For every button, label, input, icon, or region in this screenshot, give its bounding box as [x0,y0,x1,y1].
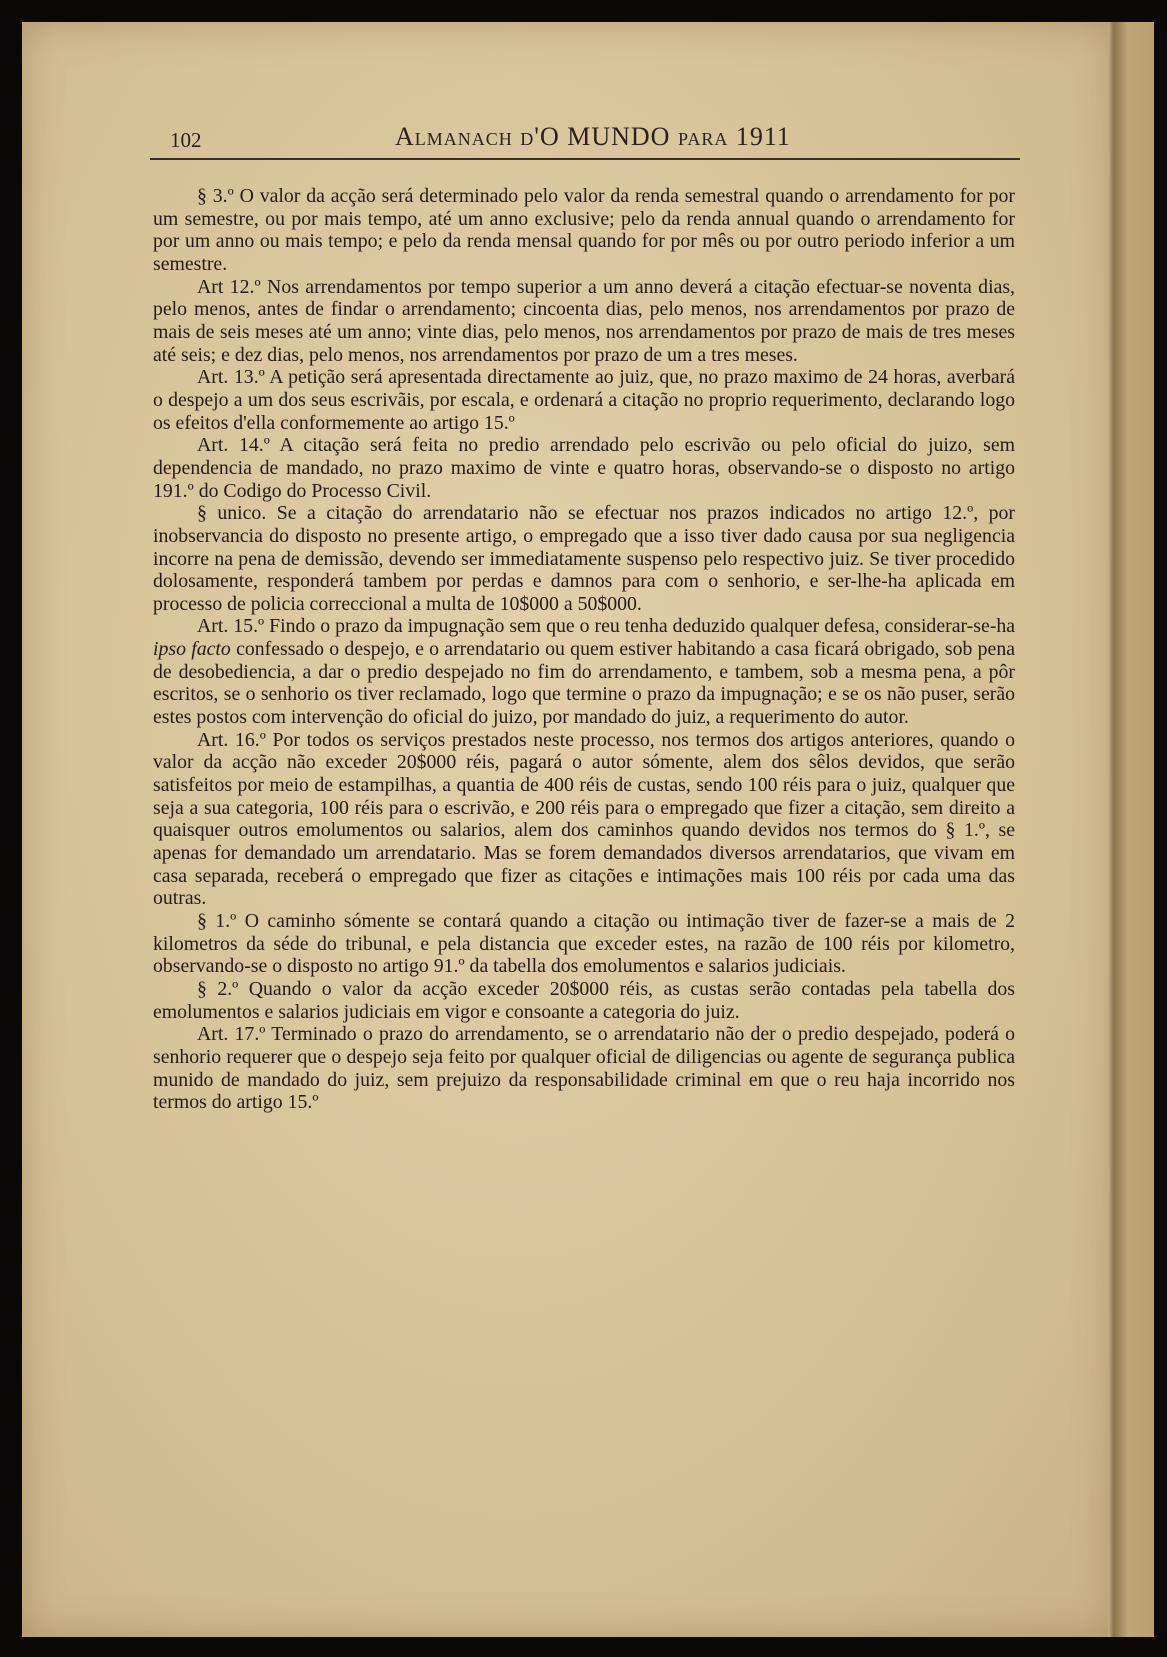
paragraph-section-3: § 3.º O valor da acção será determinado pelo valor da renda semestral quando o arrendamento for por um semestre, ou por mais tempo, até um anno exclusive; pelo da renda annual quando o arrendamento for por um anno ou mais tempo; e pelo da renda mensal quando for por mês ou por outro periodo inferior a um semestre. [153,185,1015,275]
facing-page-edge [1114,22,1154,1637]
header-rule [150,158,1020,160]
running-title: Almanach d'O MUNDO para 1911 [395,122,791,151]
paragraph-art-14: Art. 14.º A citação será feita no predio arrendado pelo escrivão ou pelo oficial do juizo, sem dependencia de mandado, no prazo maximo de vinte e quatro horas, observando-se o disposto no artigo 191.º do Codigo do Processo Civil. [153,434,1015,502]
paragraph-art-15: Art. 15.º Findo o prazo da impugnação sem que o reu tenha deduzido qualquer defesa, considerar-se-ha ipso facto confessado o despejo, e o arrendatario ou quem estiver habitando a casa ficará obrigado, sob pena de desobediencia, a dar o predio despejado no fim do arrendamento, e tambem, sob a mesma pena, a pôr escritos, se o senhorio os tiver reclamado, logo que termine o prazo da impugnação; e se os não puser, serão estes postos com intervenção do oficial do juizo, por mandado do juiz, a requerimento do autor. [153,615,1015,729]
paragraph-section-unico: § unico. Se a citação do arrendatario não se efectuar nos prazos indicados no artigo 12.º, por inobservancia do disposto no presente artigo, o empregado que a isso tiver dado causa por sua negligencia incorre na pena de demissão, devendo ser immediatamente suspenso pelo respectivo juiz. Se tiver procedido dolosamente, responderá tambem por perdas e damnos para com o senhorio, e ser-lhe-ha aplicada em processo de policia correccional a multa de 10$000 a 50$000. [153,502,1015,615]
paragraph-art-17: Art. 17.º Terminado o prazo do arrendamento, se o arrendatario não der o predio despejado, poderá o senhorio requerer que o despejo seja feito por qualquer oficial de diligencias ou agente de segurança publica munido de mandado do juiz, sem prejuizo da responsabilidade criminal em que o reu haja incorrido nos termos do artigo 15.º [153,1023,1015,1114]
paragraph-art-16: Art. 16.º Por todos os serviços prestados neste processo, nos termos dos artigos anteriores, quando o valor da acção não exceder 20$000 réis, pagará o autor sómente, alem dos sêlos devidos, que serão satisfeitos por meio de estampilhas, a quantia de 400 réis de custas, sendo 100 réis para o juiz, qualquer que seja a sua categoria, 100 réis para o escrivão, e 200 réis para o empregado que fizer a citação, sem direito a quaisquer outros emolumentos ou salarios, alem dos caminhos quando devidos nos termos do § 1.º, se apenas for demandado um arrendatario. Mas se forem demandados diversos arrendatarios, que vivam em casa separada, receberá o empregado que fizer as citações e intimações mais 100 réis por cada uma das outras. [153,728,1015,910]
paragraph-section-1: § 1.º O caminho sómente se contará quando a citação ou intimação tiver de fazer-se a mais de 2 kilometros da séde do tribunal, e pela distancia que exceder estes, na razão de 100 réis por kilometro, observando-se o disposto no artigo 91.º da tabella dos emolumentos e salarios judiciais. [153,910,1015,978]
page-number: 102 [170,128,202,152]
article-text [153,185,1015,1114]
paragraph-art-13: Art. 13.º A petição será apresentada directamente ao juiz, que, no prazo maximo de 24 horas, averbará o despejo a um dos seus escrivãis, por escala, e ordenará a citação no proprio requerimento, declarando logo os efeitos d'ella conformemente ao artigo 15.º [153,366,1015,434]
running-header [150,118,1020,158]
paragraph-art-12: Art 12.º Nos arrendamentos por tempo superior a um anno deverá a citação efectuar-se noventa dias, pelo menos, antes de findar o arrendamento; cincoenta dias, pelo menos, nos arrendamentos por prazo de mais de seis meses até um anno; vinte dias, pelo menos, nos arrendamentos por prazo de mais de tres meses até seis; e dez dias, pelo menos, nos arrendamentos por prazo de um a tres meses. [153,275,1015,366]
paragraph-section-2: § 2.º Quando o valor da acção exceder 20$000 réis, as custas serão contadas pela tabella dos emolumentos e salarios judiciais em vigor e consoante a categoria do juiz. [153,977,1015,1023]
